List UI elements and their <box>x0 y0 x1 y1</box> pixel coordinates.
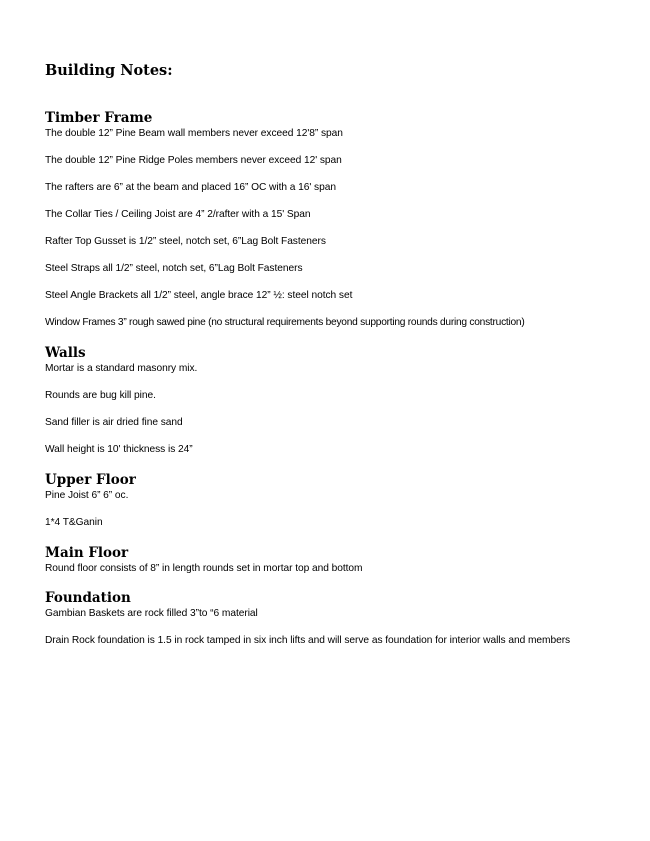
note-paragraph: Drain Rock foundation is 1.5 in rock tamped in six inch lifts and will serve as foundation for interior walls and members <box>45 635 571 646</box>
note-paragraph: Steel Angle Brackets all 1/2” steel, angle brace 12” ½: steel notch set <box>45 290 353 301</box>
section-heading: Main Floor <box>45 545 129 561</box>
section-main-floor <box>45 544 635 576</box>
note-paragraph: The Collar Ties / Ceiling Joist are 4” 2/rafter with a 15' Span <box>45 209 311 220</box>
note-paragraph: The double 12” Pine Ridge Poles members never exceed 12' span <box>45 155 342 166</box>
note-paragraph: Round floor consists of 8” in length rounds set in mortar top and bottom <box>45 563 363 574</box>
note-paragraph: Wall height is 10' thickness is 24” <box>45 444 193 455</box>
note-paragraph: Gambian Baskets are rock filled 3”to “6 material <box>45 608 258 619</box>
section-foundation <box>45 589 635 648</box>
note-paragraph: Rounds are bug kill pine. <box>45 390 156 401</box>
note-paragraph: The rafters are 6” at the beam and placed 16” OC with a 16' span <box>45 182 336 193</box>
section-heading: Timber Frame <box>45 110 153 126</box>
section-heading: Walls <box>45 345 86 361</box>
note-paragraph: Steel Straps all 1/2” steel, notch set, 6”Lag Bolt Fasteners <box>45 263 303 274</box>
section-heading: Foundation <box>45 590 131 606</box>
note-paragraph: Window Frames 3” rough sawed pine (no structural requirements beyond supporting rounds during construction) <box>45 317 525 328</box>
note-paragraph: The double 12” Pine Beam wall members never exceed 12'8” span <box>45 128 343 139</box>
note-paragraph: Rafter Top Gusset is 1/2” steel, notch set, 6”Lag Bolt Fasteners <box>45 236 326 247</box>
note-paragraph: 1*4 T&Ganin <box>45 517 103 528</box>
section-timber-frame <box>45 109 635 330</box>
section-heading: Upper Floor <box>45 472 136 488</box>
section-upper-floor <box>45 471 635 530</box>
note-paragraph: Pine Joist 6” 6” oc. <box>45 490 129 501</box>
section-walls <box>45 344 635 457</box>
note-paragraph: Sand filler is air dried fine sand <box>45 417 183 428</box>
document-title: Building Notes: <box>45 62 173 79</box>
note-paragraph: Mortar is a standard masonry mix. <box>45 363 198 374</box>
